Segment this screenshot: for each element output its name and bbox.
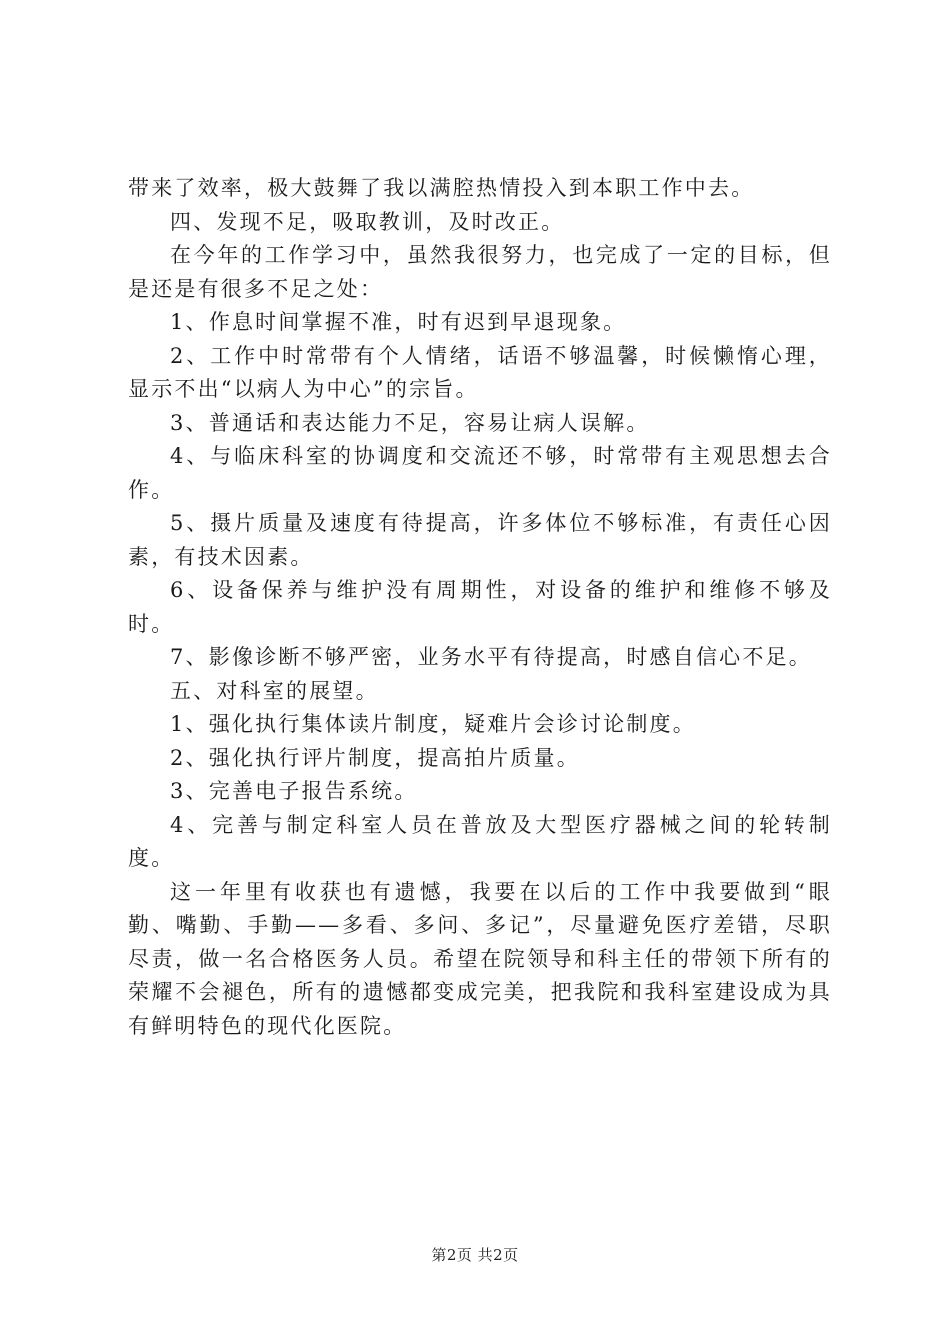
paragraph-conclusion: 这一年里有收获也有遗憾，我要在以后的工作中我要做到“眼勤、嘴勤、手勤——多看、多问、多记”，尽量避免医疗差错，尽职尽责，做一名合格医务人员。希望在院领导和科主任的带领下所有的荣耀不会褪色，所有的遗憾都变成完美，把我院和我科室建设成为具有鲜明特色的现代化医院。 bbox=[128, 879, 832, 1038]
section-heading-4: 四、发现不足，吸取教训，及时改正。 bbox=[170, 209, 565, 234]
body-text bbox=[128, 172, 832, 1043]
paragraph-continuation: 带来了效率，极大鼓舞了我以满腔热情投入到本职工作中去。 bbox=[128, 176, 755, 200]
list-item-outlook-3: 3、完善电子报告系统。 bbox=[170, 779, 418, 803]
list-item-shortcoming-6: 6、设备保养与维护没有周期性，对设备的维护和维修不够及时。 bbox=[128, 578, 832, 636]
list-item-outlook-2: 2、强化执行评片制度，提高拍片质量。 bbox=[170, 745, 580, 770]
section-heading-5: 五、对科室的展望。 bbox=[170, 678, 379, 703]
list-item-shortcoming-4: 4、与临床科室的协调度和交流还不够，时常带有主观思想去合作。 bbox=[128, 444, 832, 502]
paragraph-shortcomings-intro: 在今年的工作学习中，虽然我很努力，也完成了一定的目标，但是还是有很多不足之处： bbox=[128, 243, 832, 301]
list-item-shortcoming-3: 3、普通话和表达能力不足，容易让病人误解。 bbox=[170, 410, 650, 435]
page-number-footer: 第2页 共2页 bbox=[431, 1246, 519, 1264]
list-item-outlook-4: 4、完善与制定科室人员在普放及大型医疗器械之间的轮转制度。 bbox=[128, 812, 832, 870]
list-item-shortcoming-1: 1、作息时间掌握不准，时有迟到早退现象。 bbox=[170, 310, 627, 334]
list-item-shortcoming-7: 7、影像诊断不够严密，业务水平有待提高，时感自信心不足。 bbox=[170, 645, 812, 669]
list-item-outlook-1: 1、强化执行集体读片制度，疑难片会诊讨论制度。 bbox=[170, 712, 696, 736]
list-item-shortcoming-5: 5、摄片质量及速度有待提高，许多体位不够标准，有责任心因素，有技术因素。 bbox=[128, 511, 832, 569]
list-item-shortcoming-2: 2、工作中时常带有个人情绪，话语不够温馨，时候懒惰心理，显示不出“以病人为中心”的宗旨。 bbox=[128, 343, 832, 401]
